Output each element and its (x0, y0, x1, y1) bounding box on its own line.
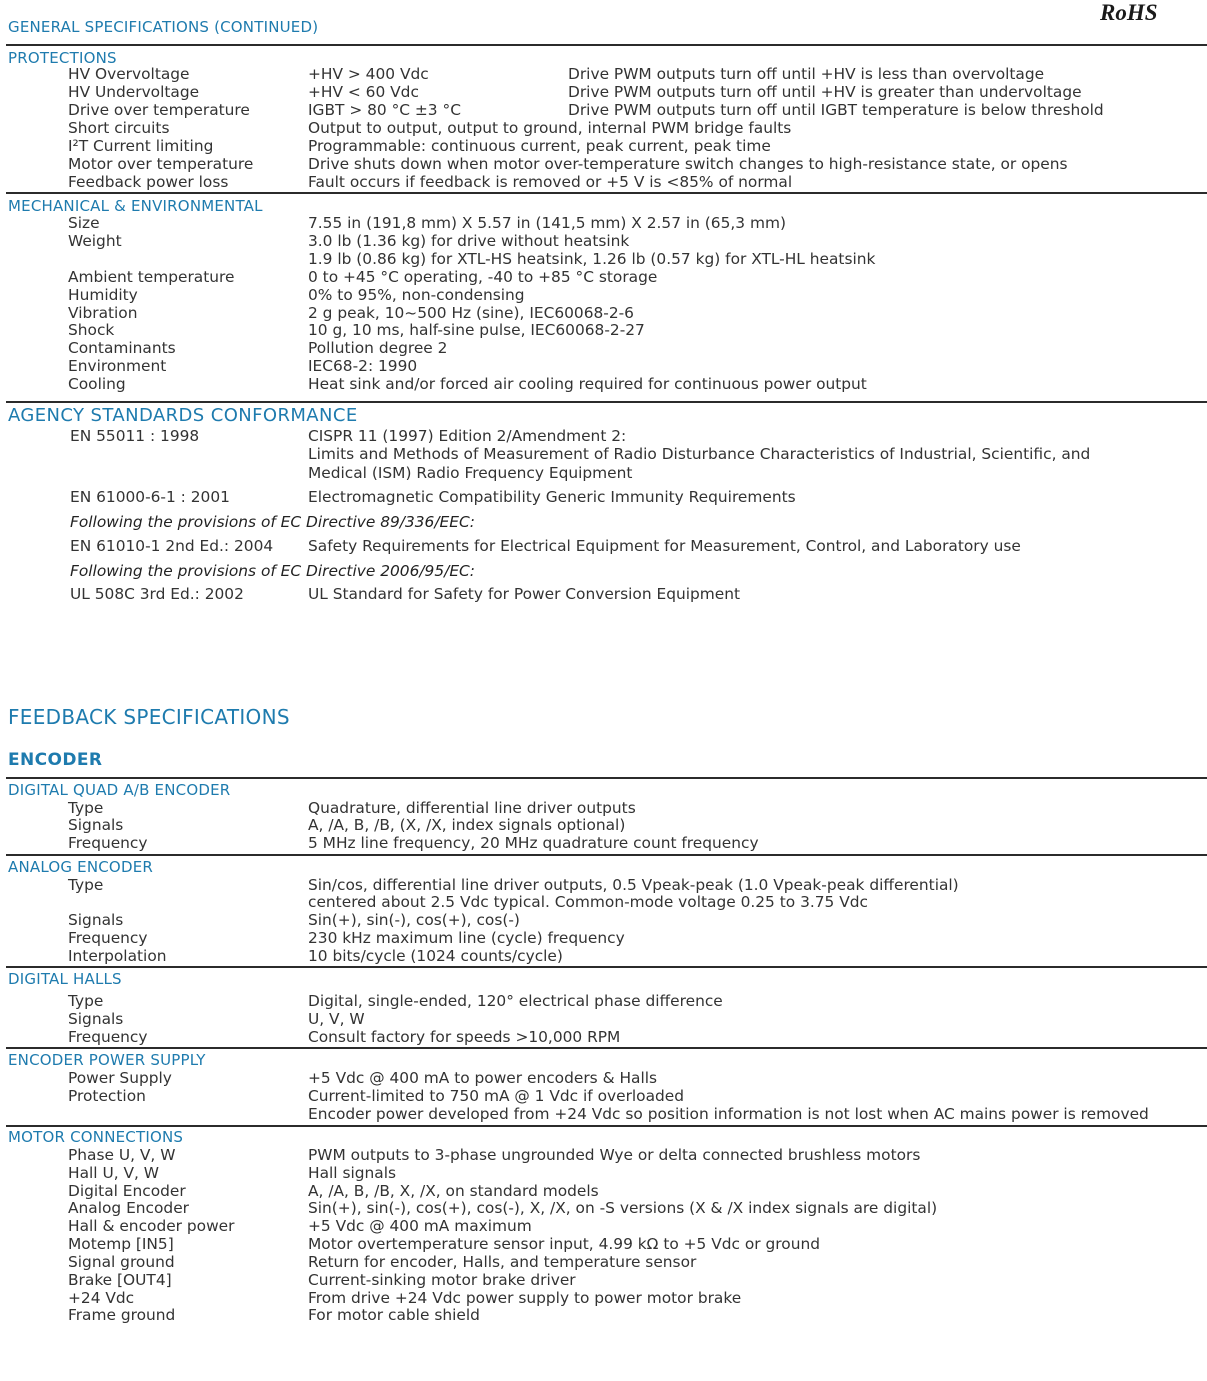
row-label: Phase U, V, W (68, 1146, 176, 1164)
row-value: Quadrature, differential line driver outputs (308, 799, 636, 817)
row-label: HV Undervoltage (68, 83, 200, 101)
row-note: Drive PWM outputs turn off until +HV is less than overvoltage (568, 65, 1045, 83)
row-value: Sin/cos, differential line driver outputs, 0.5 Vpeak-peak (1.0 Vpeak-peak differential) (308, 876, 959, 894)
directive-note: Following the provisions of EC Directive 89/336/EEC: (70, 513, 475, 531)
row-note: Drive PWM outputs turn off until IGBT temperature is below threshold (568, 101, 1104, 119)
row-value: 1.9 lb (0.86 kg) for XTL-HS heatsink, 1.26 lb (0.57 kg) for XTL-HL heatsink (308, 250, 876, 268)
row-label: Type (68, 799, 104, 817)
row-label: Shock (68, 321, 115, 339)
row-label: Digital Encoder (68, 1182, 186, 1200)
section-divider (6, 854, 1207, 856)
row-value: 0 to +45 °C operating, -40 to +85 °C storage (308, 268, 658, 286)
row-label: Feedback power loss (68, 173, 229, 191)
row-label: +24 Vdc (68, 1289, 135, 1307)
row-label: Frame ground (68, 1306, 176, 1324)
section-divider (6, 401, 1207, 403)
row-value: +5 Vdc @ 400 mA maximum (308, 1217, 532, 1235)
row-label: Type (68, 876, 104, 894)
row-value: Sin(+), sin(-), cos(+), cos(-) (308, 911, 520, 929)
standard-desc: Limits and Methods of Measurement of Radio Disturbance Characteristics of Industrial, Scientific, and (308, 445, 1091, 463)
encoder-power-heading: ENCODER POWER SUPPLY (8, 1051, 206, 1069)
row-label: HV Overvoltage (68, 65, 190, 83)
row-value: For motor cable shield (308, 1306, 480, 1324)
row-value: Fault occurs if feedback is removed or +5 V is <85% of normal (308, 173, 793, 191)
row-label: Signals (68, 911, 124, 929)
row-value: +5 Vdc @ 400 mA to power encoders & Halls (308, 1069, 658, 1087)
row-value: 10 bits/cycle (1024 counts/cycle) (308, 947, 563, 965)
row-label: Contaminants (68, 339, 176, 357)
row-label: Hall & encoder power (68, 1217, 235, 1235)
row-value: A, /A, B, /B, X, /X, on standard models (308, 1182, 599, 1200)
section-divider (6, 44, 1207, 46)
directive-note: Following the provisions of EC Directive 2006/95/EC: (70, 562, 475, 580)
standard-id: EN 61000-6-1 : 2001 (70, 488, 230, 506)
row-label: Motemp [IN5] (68, 1235, 174, 1253)
section-divider (6, 1047, 1207, 1049)
row-value: 7.55 in (191,8 mm) X 5.57 in (141,5 mm) X 2.57 in (65,3 mm) (308, 214, 786, 232)
row-label: Motor over temperature (68, 155, 254, 173)
row-value: Heat sink and/or forced air cooling required for continuous power output (308, 375, 867, 393)
row-value: Consult factory for speeds >10,000 RPM (308, 1028, 621, 1046)
row-value: From drive +24 Vdc power supply to power motor brake (308, 1289, 742, 1307)
section-divider (6, 192, 1207, 194)
row-value: +HV < 60 Vdc (308, 83, 419, 101)
digital-quad-heading: DIGITAL QUAD A/B ENCODER (8, 781, 231, 799)
row-value: +HV > 400 Vdc (308, 65, 429, 83)
section-divider (6, 966, 1207, 968)
row-value: 5 MHz line frequency, 20 MHz quadrature count frequency (308, 834, 759, 852)
row-value: Return for encoder, Halls, and temperature sensor (308, 1253, 697, 1271)
row-value: 2 g peak, 10~500 Hz (sine), IEC60068-2-6 (308, 304, 634, 322)
row-label: Signals (68, 1010, 124, 1028)
standard-id: EN 55011 : 1998 (70, 427, 200, 445)
row-value: PWM outputs to 3-phase ungrounded Wye or delta connected brushless motors (308, 1146, 921, 1164)
row-label: Frequency (68, 834, 148, 852)
row-value: A, /A, B, /B, (X, /X, index signals optional) (308, 816, 626, 834)
row-label: Type (68, 992, 104, 1010)
row-label: Power Supply (68, 1069, 172, 1087)
row-value: Current-sinking motor brake driver (308, 1271, 576, 1289)
row-label: Interpolation (68, 947, 167, 965)
row-label: Environment (68, 357, 167, 375)
row-value: 3.0 lb (1.36 kg) for drive without heatsink (308, 232, 630, 250)
row-value: Encoder power developed from +24 Vdc so position information is not lost when AC mains power is removed (308, 1105, 1149, 1123)
row-value: Programmable: continuous current, peak current, peak time (308, 137, 771, 155)
row-label: Vibration (68, 304, 138, 322)
standard-id: UL 508C 3rd Ed.: 2002 (70, 585, 244, 603)
row-label: Frequency (68, 1028, 148, 1046)
encoder-heading: ENCODER (8, 750, 103, 770)
row-label: Brake [OUT4] (68, 1271, 172, 1289)
row-label: Analog Encoder (68, 1199, 189, 1217)
row-label: Signals (68, 816, 124, 834)
row-value: Output to output, output to ground, internal PWM bridge faults (308, 119, 792, 137)
row-label: Short circuits (68, 119, 170, 137)
row-label: I²T Current limiting (68, 137, 214, 155)
standard-desc: Medical (ISM) Radio Frequency Equipment (308, 464, 633, 482)
standard-desc: Safety Requirements for Electrical Equipment for Measurement, Control, and Laboratory use (308, 537, 1021, 555)
row-label: Humidity (68, 286, 138, 304)
row-label: Frequency (68, 929, 148, 947)
row-label: Protection (68, 1087, 146, 1105)
row-value: IGBT > 80 °C ±3 °C (308, 101, 461, 119)
feedback-title: FEEDBACK SPECIFICATIONS (8, 705, 290, 729)
row-label: Signal ground (68, 1253, 175, 1271)
row-value: Hall signals (308, 1164, 396, 1182)
row-value: Drive shuts down when motor over-temperature switch changes to high-resistance state, or opens (308, 155, 1068, 173)
row-value: Current-limited to 750 mA @ 1 Vdc if overloaded (308, 1087, 685, 1105)
row-value: Sin(+), sin(-), cos(+), cos(-), X, /X, on -S versions (X & /X index signals are digital) (308, 1199, 938, 1217)
analog-encoder-heading: ANALOG ENCODER (8, 858, 153, 876)
row-value: Digital, single-ended, 120° electrical phase difference (308, 992, 723, 1010)
protections-heading: PROTECTIONS (8, 49, 117, 67)
section-divider (6, 1125, 1207, 1127)
row-value: centered about 2.5 Vdc typical. Common-mode voltage 0.25 to 3.75 Vdc (308, 893, 868, 911)
row-label: Drive over temperature (68, 101, 250, 119)
row-label: Size (68, 214, 100, 232)
mechanical-heading: MECHANICAL & ENVIRONMENTAL (8, 197, 263, 215)
row-value: Motor overtemperature sensor input, 4.99 kΩ to +5 Vdc or ground (308, 1235, 820, 1253)
digital-halls-heading: DIGITAL HALLS (8, 970, 122, 988)
standard-desc: Electromagnetic Compatibility Generic Immunity Requirements (308, 488, 796, 506)
row-label: Hall U, V, W (68, 1164, 160, 1182)
page-title: GENERAL SPECIFICATIONS (CONTINUED) (8, 18, 319, 36)
row-label: Cooling (68, 375, 126, 393)
row-label: Ambient temperature (68, 268, 235, 286)
standard-desc: CISPR 11 (1997) Edition 2/Amendment 2: (308, 427, 627, 445)
standard-desc: UL Standard for Safety for Power Conversion Equipment (308, 585, 741, 603)
row-label: Weight (68, 232, 122, 250)
row-note: Drive PWM outputs turn off until +HV is greater than undervoltage (568, 83, 1082, 101)
agency-heading: AGENCY STANDARDS CONFORMANCE (8, 405, 358, 426)
row-value: IEC68-2: 1990 (308, 357, 418, 375)
motor-connections-heading: MOTOR CONNECTIONS (8, 1128, 184, 1146)
row-value: U, V, W (308, 1010, 365, 1028)
row-value: 230 kHz maximum line (cycle) frequency (308, 929, 625, 947)
row-value: 10 g, 10 ms, half-sine pulse, IEC60068-2-27 (308, 321, 645, 339)
standard-id: EN 61010-1 2nd Ed.: 2004 (70, 537, 274, 555)
row-value: Pollution degree 2 (308, 339, 448, 357)
section-divider (6, 777, 1207, 779)
rohs-mark: RoHS (1100, 0, 1158, 25)
row-value: 0% to 95%, non-condensing (308, 286, 525, 304)
